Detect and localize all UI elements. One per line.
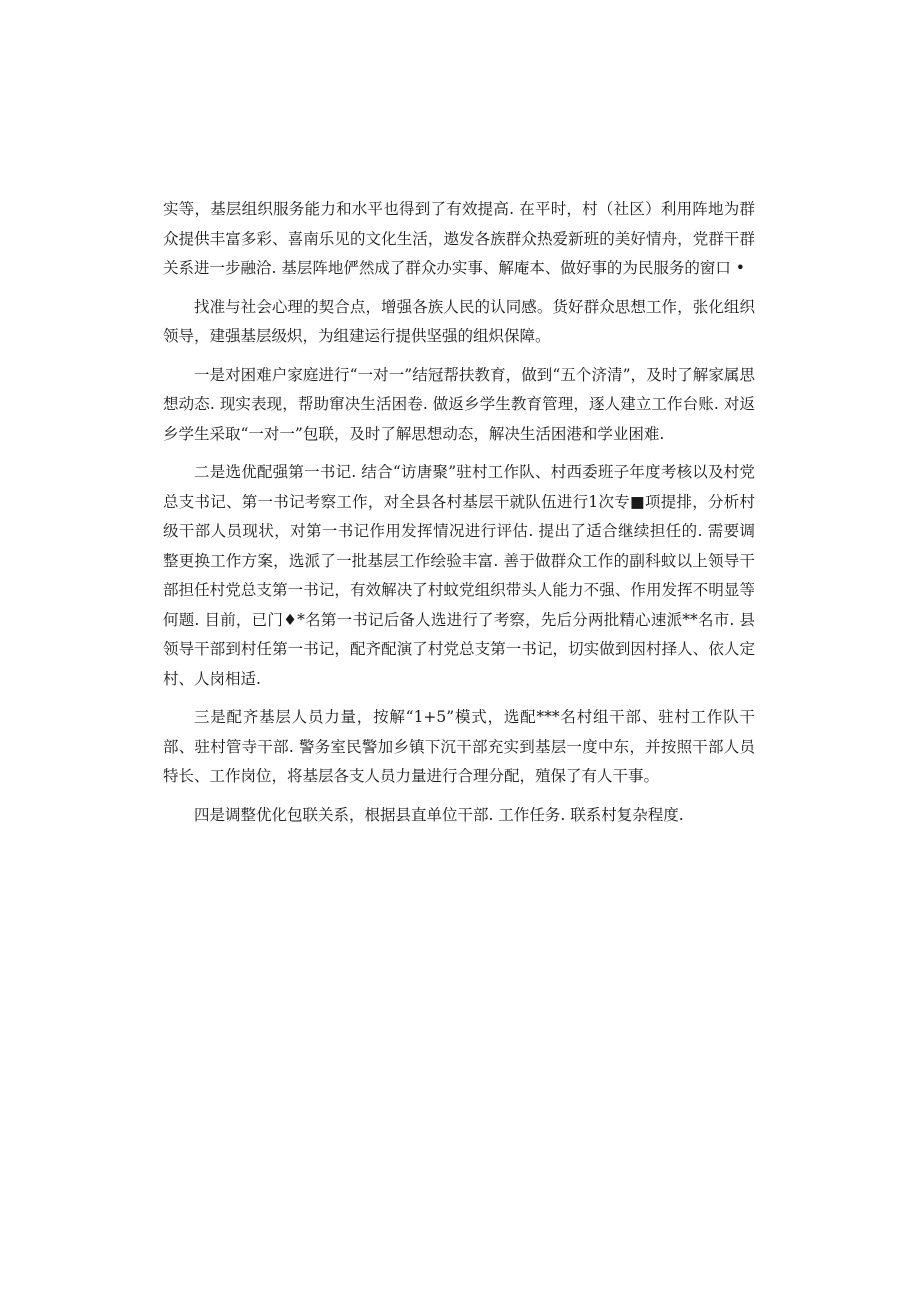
paragraph-4: 二是选优配强第一书记. 结合“访唐聚”驻村工作队、村西委班子年度考核以及村党总支书记、第一书记考察工作，对全县各村基层干就队伍进行1次专■项提排，分析村级干部人员现状，对第一书记作用发挥情况进行评估. 提出了适合继续担任的. 需要调整更换工作方案，选派了一批基层工作绘验丰富. 善于做群众工作的副科蚊以上领导干部担任村党总支第一书记，有效解决了村蚊党组织带头人能力不强、作用发挥不明显等何题. 目前，已门♦*名第一书记后备人选进行了考察，先后分两批精心速派**名市. 县领导干部到村任第一书记，配齐配演了村党总支第一书记，切实做到因村择人、依人定村、人岗相适. [163, 463, 755, 688]
paragraph-5: 三是配齐基层人员力量，按解“1+5”模式，选配***名村组干部、驻村工作队干部、驻村管寺干部. 警务室民警加乡镇下沉干部充实到基层一度中东，并按照干部人员特长、工作岗位，将基层各支人员力量进行合理分配，殖保了有人干事。 [163, 708, 755, 785]
paragraph-2: 找准与社会心理的契合点，增强各族人民的认同感。货好群众思想工作，张化组织领导，建强基层级炽，为组建运行提供坚强的组炽保障。 [163, 297, 755, 345]
paragraph-3: 一是对困难户家庭进行“一对一”结冠帮扶教育，做到“五个济清”，及时了解家属思想动态. 现实表现，帮助窜决生活困卷. 做返乡学生教育管理，逐人建立工作台账. 对返乡学生采取“一对一”包联，及时了解思想动态，解决生活困港和学业困难. [163, 365, 755, 443]
paragraph-1: 实等，基层组织服务能力和水平也得到了有效提高. 在平时，村（社区）利用阵地为群众提供丰富多彩、喜南乐见的文化生活，遨发各族群众热爱新班的美好情舟，党群干群关系进一步融洽. 基层阵地俨然成了群众办实事、解庵本、做好事的为民服务的窗口 • [163, 200, 755, 277]
document-body [163, 195, 755, 839]
paragraph-6: 四是调整优化包联关系，根据县直单位干部. 工作任务. 联系村复杂程度. [194, 805, 684, 824]
